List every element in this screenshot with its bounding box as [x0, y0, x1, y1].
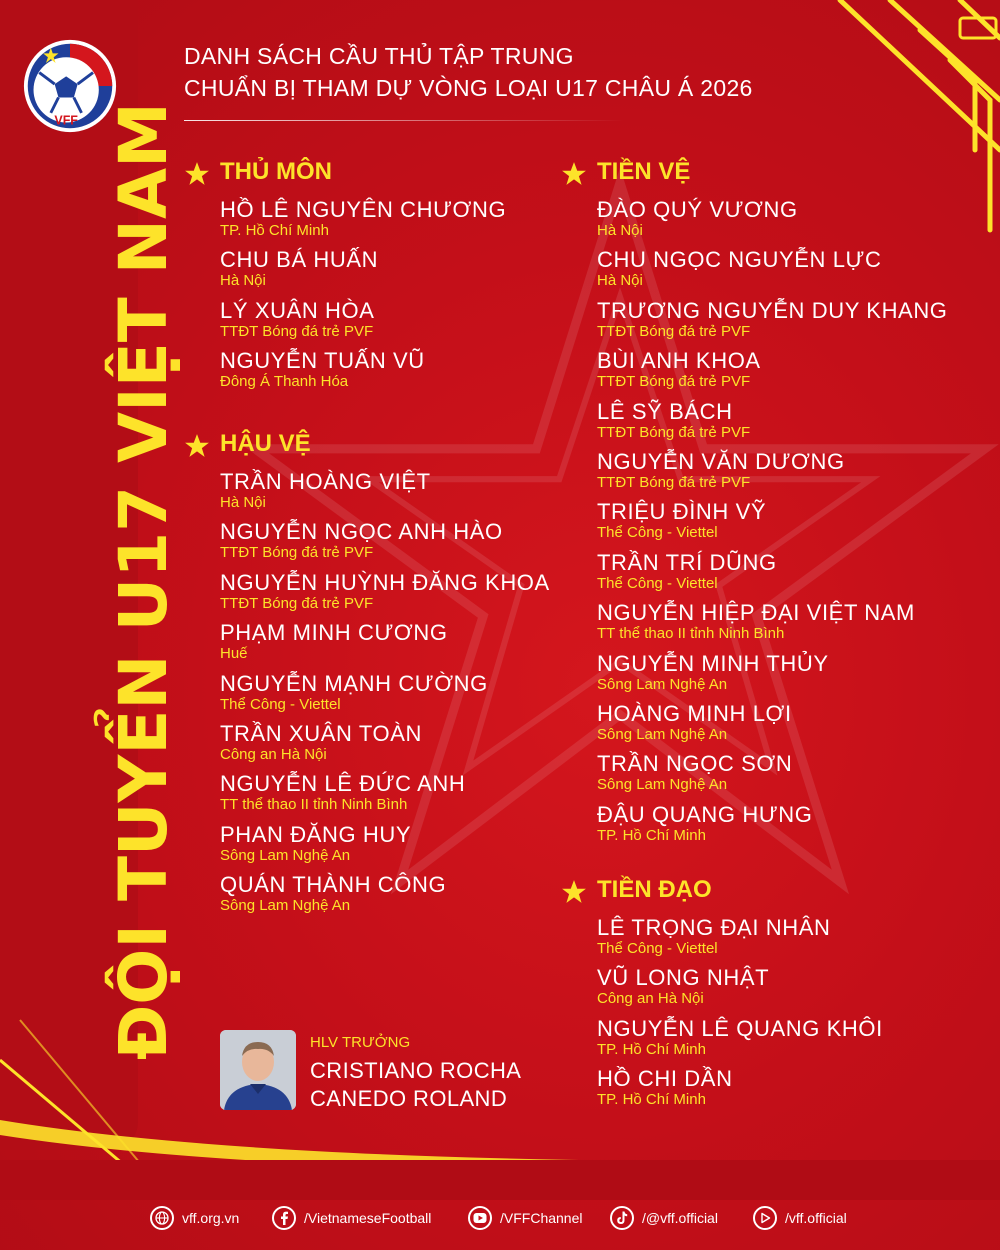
player-name: QUÁN THÀNH CÔNG [220, 872, 447, 898]
social-text: /VietnameseFootball [304, 1210, 432, 1226]
coach-avatar-icon [220, 1030, 296, 1110]
player-club: Thể Công - Viettel [597, 524, 718, 542]
player-name: TRƯƠNG NGUYỄN DUY KHANG [597, 297, 948, 323]
player-name: HỒ CHI DẦN [597, 1066, 733, 1092]
player-entry [184, 772, 550, 822]
player-name: NGUYỄN LÊ ĐỨC ANH [220, 771, 466, 797]
player-club: Thể Công - Viettel [597, 940, 718, 957]
player-name: TRẦN HOÀNG VIỆT [220, 469, 431, 494]
player-club: Sông Lam Nghệ An [220, 846, 351, 864]
player-entry [561, 916, 883, 966]
player-club: TP. Hồ Chí Minh [597, 826, 706, 844]
player-club: TTĐT Bóng đá trẻ PVF [597, 423, 751, 441]
player-entry [184, 672, 550, 722]
player-entry [561, 349, 948, 399]
player-club: TTĐT Bóng đá trẻ PVF [597, 473, 751, 491]
social-youtube[interactable] [468, 1200, 582, 1236]
player-entry [561, 601, 948, 651]
player-name: NGUYỄN TUẤN VŨ [220, 348, 425, 374]
play-icon [753, 1206, 777, 1230]
player-club: TTĐT Bóng đá trẻ PVF [220, 544, 374, 562]
section-forwards [561, 876, 883, 1118]
player-entry [561, 248, 948, 298]
player-club: Công an Hà Nội [597, 990, 704, 1008]
player-club: TTĐT Bóng đá trẻ PVF [220, 594, 374, 612]
player-entry [561, 551, 948, 601]
section-midfielders [561, 158, 948, 853]
section-title: TIỀN ĐẠO [597, 876, 712, 903]
social-facebook[interactable] [272, 1200, 431, 1236]
social-text: vff.org.vn [182, 1210, 240, 1226]
star-icon [184, 433, 210, 459]
youtube-icon [468, 1206, 492, 1230]
coach-name-line1: CRISTIANO ROCHA [310, 1058, 522, 1083]
star-icon [561, 879, 587, 905]
header-line-1: DANH SÁCH CẦU THỦ TẬP TRUNG [184, 43, 574, 69]
player-name: TRẦN TRÍ DŨNG [597, 549, 777, 575]
player-entry [184, 349, 506, 399]
player-name: NGUYỄN MẠNH CƯỜNG [220, 670, 488, 696]
player-club: TT thể thao II tỉnh Ninh Bình [597, 625, 785, 643]
player-name: TRẦN NGỌC SƠN [597, 751, 793, 777]
social-text: /vff.official [785, 1210, 847, 1226]
player-entry [561, 299, 948, 349]
player-name: CHU NGỌC NGUYỄN LỰC [597, 247, 882, 273]
player-entry [561, 400, 948, 450]
player-entry [561, 1017, 883, 1067]
player-entry [561, 1067, 883, 1117]
player-club: Sông Lam Nghệ An [597, 776, 728, 794]
player-entry [561, 752, 948, 802]
player-club: Hà Nội [597, 272, 643, 290]
player-name: NGUYỄN NGỌC ANH HÀO [220, 519, 503, 545]
player-entry [561, 966, 883, 1016]
tiktok-icon [610, 1206, 634, 1230]
social-tiktok[interactable] [610, 1200, 718, 1236]
player-name: TRẦN XUÂN TOÀN [220, 720, 422, 746]
section-title: THỦ MÔN [220, 158, 332, 185]
player-name: LÊ SỸ BÁCH [597, 398, 733, 424]
player-entry [184, 248, 506, 298]
player-club: Hà Nội [220, 494, 266, 511]
globe-icon [150, 1206, 174, 1230]
player-club: Thể Công - Viettel [220, 695, 341, 713]
social-play[interactable] [753, 1200, 847, 1236]
facebook-icon [272, 1206, 296, 1230]
player-club: Sông Lam Nghệ An [597, 725, 728, 743]
player-club: TP. Hồ Chí Minh [220, 222, 329, 239]
star-icon [184, 161, 210, 187]
section-title: HẬU VỆ [220, 430, 311, 457]
vertical-team-title: ĐỘI TUYỂN U17 VIỆT NAM [105, 102, 182, 1060]
player-entry [561, 450, 948, 500]
social-text: /VFFChannel [500, 1210, 583, 1226]
player-club: Công an Hà Nội [220, 745, 327, 763]
player-name: NGUYỄN HUỲNH ĐĂNG KHOA [220, 569, 550, 595]
player-entry [561, 652, 948, 702]
player-entry [184, 571, 550, 621]
player-club: TTĐT Bóng đá trẻ PVF [597, 373, 751, 391]
player-club: Huế [220, 645, 248, 663]
player-name: ĐẬU QUANG HƯNG [597, 801, 813, 827]
player-club: Hà Nội [220, 272, 266, 290]
player-club: TTĐT Bóng đá trẻ PVF [597, 322, 751, 340]
social-text: /@vff.official [642, 1210, 718, 1226]
player-entry [184, 198, 506, 248]
player-club: Hà Nội [597, 222, 643, 239]
player-entry [561, 702, 948, 752]
player-entry [184, 470, 550, 520]
coach-photo [220, 1030, 296, 1110]
player-name: LÝ XUÂN HÒA [220, 297, 375, 323]
player-entry [561, 803, 948, 853]
player-name: VŨ LONG NHẬT [597, 965, 770, 991]
player-entry [184, 520, 550, 570]
player-club: Thể Công - Viettel [597, 574, 718, 592]
player-name: TRIỆU ĐÌNH VỸ [597, 499, 767, 525]
player-club: TP. Hồ Chí Minh [597, 1091, 706, 1109]
star-icon [561, 161, 587, 187]
player-name: NGUYỄN LÊ QUANG KHÔI [597, 1015, 883, 1041]
player-entry [561, 500, 948, 550]
player-name: HỒ LÊ NGUYÊN CHƯƠNG [220, 197, 507, 222]
player-name: ĐÀO QUÝ VƯƠNG [597, 197, 798, 222]
player-club: Sông Lam Nghệ An [597, 675, 728, 693]
player-entry [184, 823, 550, 873]
player-name: CHU BÁ HUẤN [220, 247, 379, 273]
vff-logo [22, 38, 118, 134]
player-name: PHẠM MINH CƯƠNG [220, 620, 448, 646]
coach-name-line2: CANEDO ROLAND [310, 1086, 508, 1111]
player-name: HOÀNG MINH LỢI [597, 700, 792, 726]
player-name: NGUYỄN HIỆP ĐẠI VIỆT NAM [597, 600, 915, 626]
section-goalkeepers [184, 158, 506, 400]
player-entry [184, 299, 506, 349]
player-club: TTĐT Bóng đá trẻ PVF [220, 322, 374, 340]
footer-social-bar [0, 1200, 1000, 1236]
header-line-2: CHUẨN BỊ THAM DỰ VÒNG LOẠI U17 CHÂU Á 2026 [184, 75, 753, 101]
player-club: TP. Hồ Chí Minh [597, 1040, 706, 1058]
header-divider [184, 120, 624, 121]
player-club: Sông Lam Nghệ An [220, 897, 351, 915]
section-defenders [184, 430, 550, 924]
player-entry [184, 621, 550, 671]
player-club: Đông Á Thanh Hóa [220, 373, 349, 391]
player-club: TT thể thao II tỉnh Ninh Bình [220, 796, 408, 814]
player-entry [184, 722, 550, 772]
coach-role: HLV TRƯỞNG [310, 1034, 411, 1051]
player-name: PHAN ĐĂNG HUY [220, 821, 412, 847]
player-name: LÊ TRỌNG ĐẠI NHÂN [597, 915, 831, 940]
social-website[interactable] [150, 1200, 239, 1236]
player-name: NGUYỄN VĂN DƯƠNG [597, 448, 845, 474]
header [184, 40, 753, 104]
logo-text: VFF [54, 113, 78, 128]
section-title: TIỀN VỆ [597, 158, 691, 185]
player-entry [561, 198, 948, 248]
player-name: NGUYỄN MINH THỦY [597, 650, 829, 676]
player-name: BÙI ANH KHOA [597, 348, 761, 374]
player-entry [184, 873, 550, 923]
